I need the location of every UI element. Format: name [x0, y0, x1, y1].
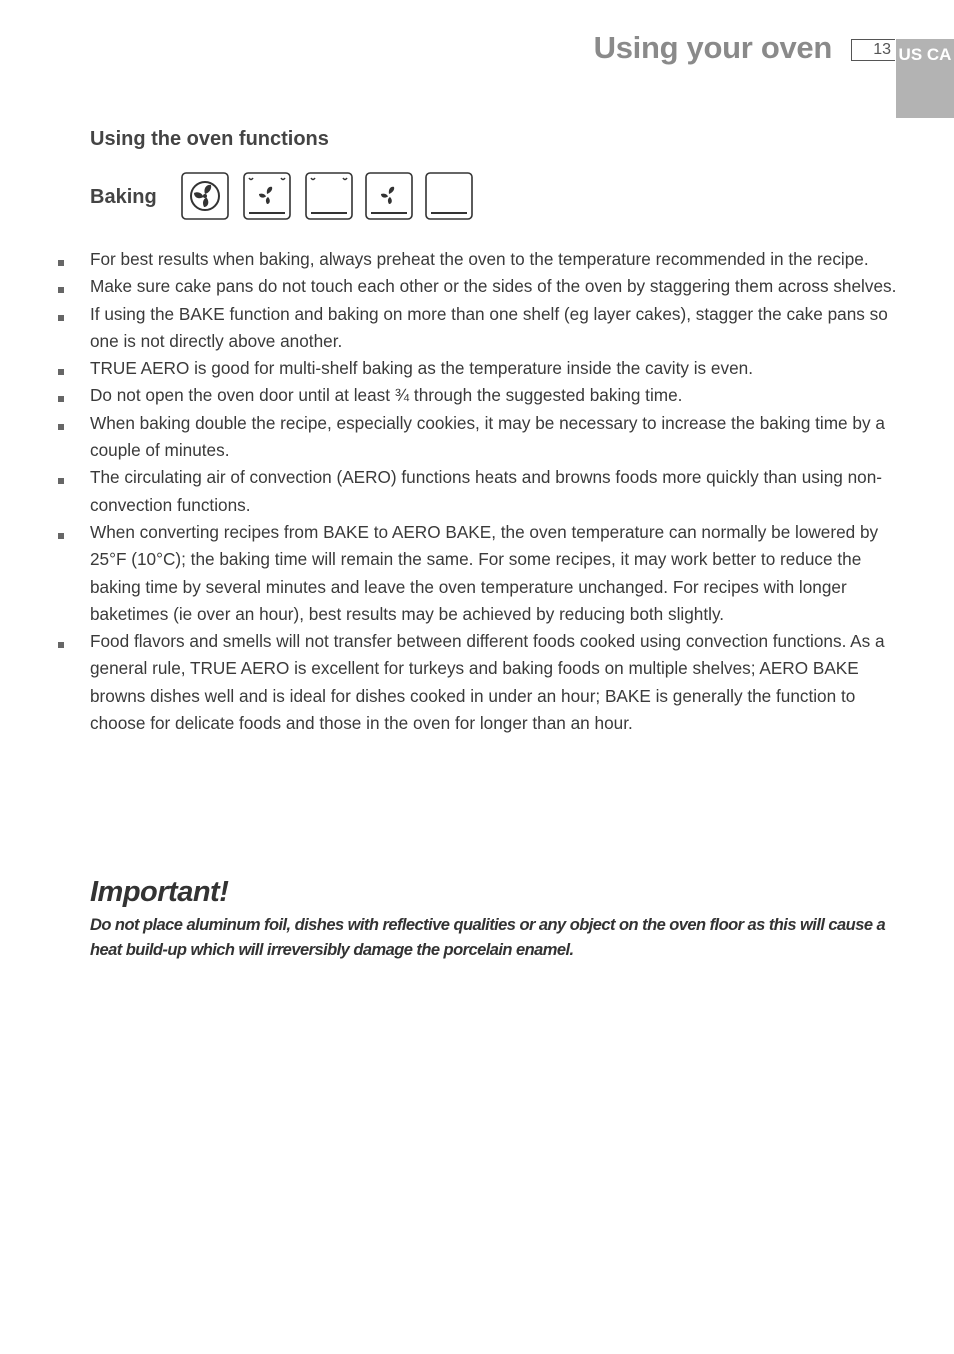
list-item: For best results when baking, always preheat the oven to the temperature recommended in the recipe. [90, 246, 900, 273]
list-item: Make sure cake pans do not touch each other or the sides of the oven by staggering them across shelves. [90, 273, 900, 300]
bake-icon [305, 172, 353, 220]
important-heading: Important! [90, 876, 229, 908]
list-item: If using the BAKE function and baking on more than one shelf (eg layer cakes), stagger the cake pans so one is not directly above another. [90, 301, 900, 356]
aero-bake-icon [181, 172, 229, 220]
baking-label: Baking [90, 186, 157, 208]
list-item: When baking double the recipe, especially cookies, it may be necessary to increase the baking time by a couple of minutes. [90, 410, 900, 465]
page-title: Using your oven [593, 30, 832, 65]
list-item: The circulating air of convection (AERO) functions heats and browns foods more quickly than using non-convection functions. [90, 464, 900, 519]
list-item: When converting recipes from BAKE to AERO BAKE, the oven temperature can normally be lowered by 25°F (10°C); the baking time will remain the same. For some recipes, it may work better to reduce the baking time by several minutes and leave the oven temperature unchanged. For recipes with longer baketimes (ie over an hour), best results may be achieved by reducing both slightly. [90, 519, 900, 628]
true-aero-icon [243, 172, 291, 220]
list-item: TRUE AERO is good for multi-shelf baking as the temperature inside the cavity is even. [90, 355, 900, 382]
tips-list [90, 246, 900, 737]
important-warning-text: Do not place aluminum foil, dishes with reflective qualities or any object on the oven floor as this will cause a heat build-up which will irreversibly damage the porcelain enamel. [90, 916, 886, 959]
pastry-bake-icon [425, 172, 473, 220]
section-heading: Using the oven functions [90, 128, 329, 150]
list-item: Food flavors and smells will not transfer between different foods cooked using convection functions. As a general rule, TRUE AERO is excellent for turkeys and baking foods on multiple shelves; AERO BAKE browns dishes well and is ideal for dishes cooked in under an hour; BAKE is generally the function to choose for delicate foods and those in the oven for longer than an hour. [90, 628, 900, 737]
page-number: 13 [851, 39, 895, 61]
aero-icon [365, 172, 413, 220]
region-tab: US CA [896, 39, 954, 118]
list-item: Do not open the oven door until at least ¾ through the suggested baking time. [90, 382, 900, 409]
